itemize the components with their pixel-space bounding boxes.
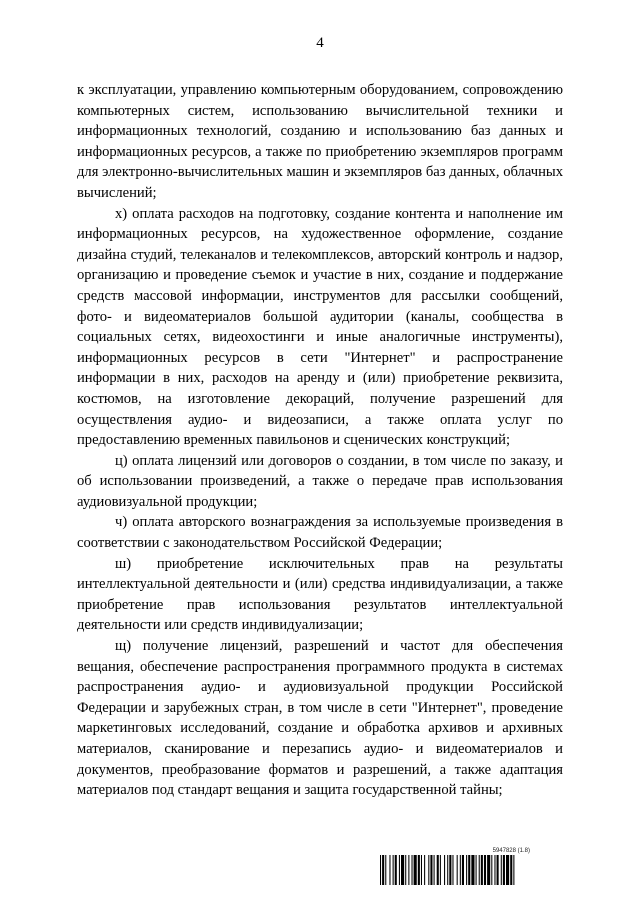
paragraph-item-sh: ш) приобретение исключительных прав на результаты интеллектуальной деятельности и (или) средства индивидуализации, а также приобретение прав использования результатов интеллектуальной деятельности или средств индивидуализации;: [77, 555, 563, 634]
paragraph-continuation: к эксплуатации, управлению компьютерным оборудованием, сопровождению компьютерных систем, использованию вычислительной техники и информационных технологий, созданию и использованию баз данных и информационных ресурсов, а также по приобретению экземпляров программ для электронно-вычислительных машин и экземпляров баз данных, облачных вычислений;: [77, 82, 563, 201]
paragraph-item-kh: х) оплата расходов на подготовку, создание контента и наполнение им информационных ресурсов, на художественное оформление, создание дизайна студий, телеканалов и телекомплексов, авторский контроль и надзор, организацию и проведение съемок и участие в них, создание и поддержание средств массовой информации, инструментов для рассылки сообщений, фото- и видеоматериалов большой аудитории (каналы, сообщества в социальных сетях, видеохостинги и иные аналогичные инструменты), информационных ресурсов в сети "Интернет" и распространение информации в них, расходов на аренду и (или) приобретение реквизита, костюмов, на изготовление декораций, получение разрешений для осуществления аудио- и видеозаписи, а также оплата услуг по предоставлению временных павильонов и сценических конструкций;: [77, 205, 563, 449]
paragraph-item-ts: ц) оплата лицензий или договоров о создании, в том числе по заказу, и об использовании произведений, а также о передаче прав использования аудиовизуальной продукции;: [77, 452, 563, 510]
paragraph-item-ch: ч) оплата авторского вознаграждения за используемые произведения в соответствии с законодательством Российской Федерации;: [77, 514, 563, 552]
paragraph-item-shch: щ) получение лицензий, разрешений и частот для обеспечения вещания, обеспечение распространения программного продукта в системах распространения аудио- и аудиовизуальной продукции Российской Федерации и зарубежных стран, в том числе в сети "Интернет", проведение маркетинговых исследований, создание и обработка архивов и архивных материалов, сканирование и перезапись аудио- и видеоматериалов и документов, преобразование форматов и разрешений, а также адаптация материалов под стандарт вещания и защита государственной тайны;: [77, 638, 563, 799]
barcode-image: [380, 855, 570, 885]
page-number: 4: [316, 35, 324, 51]
document-body: [77, 80, 563, 801]
barcode-code-text: 5947828 (1.8): [492, 848, 530, 854]
document-barcode-block: [380, 847, 570, 885]
